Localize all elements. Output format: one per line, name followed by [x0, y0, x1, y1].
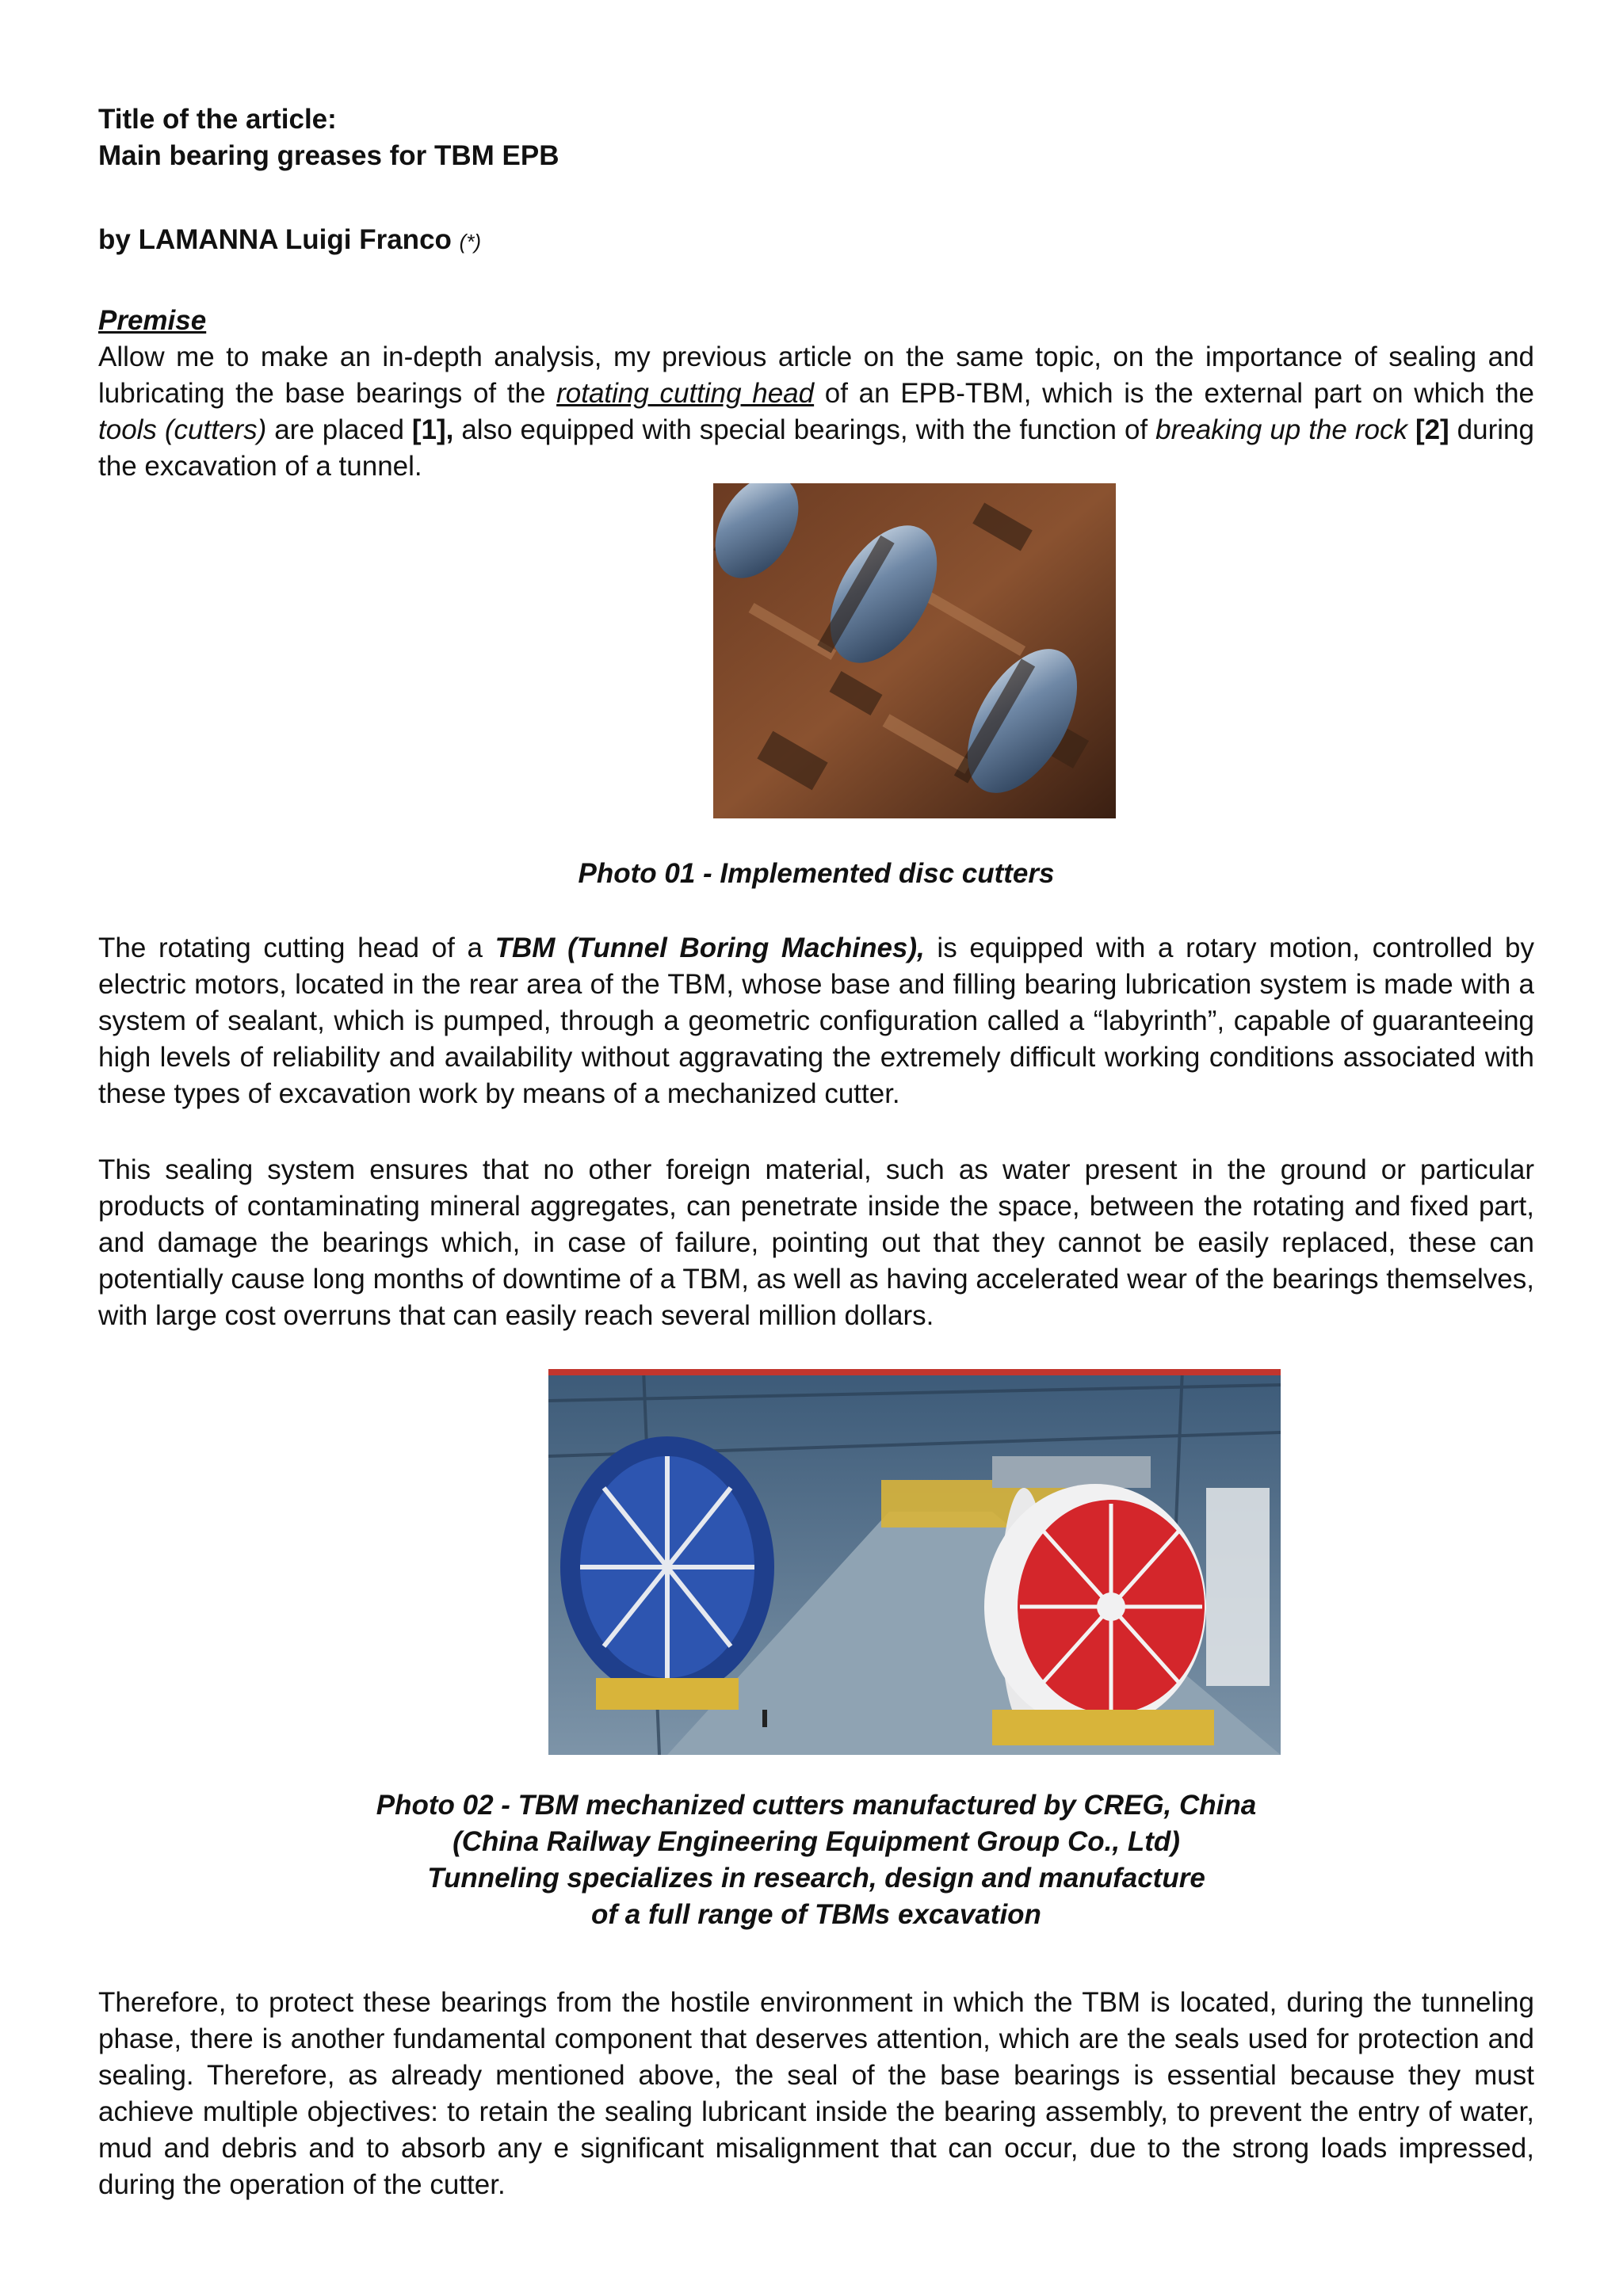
breaking-rock-term: breaking up the rock	[1155, 414, 1407, 445]
premise-heading: Premise	[98, 305, 207, 336]
photo2-caption	[98, 1787, 1534, 1933]
photo1-caption: Photo 01 - Implemented disc cutters	[578, 858, 1055, 889]
text-run	[1407, 414, 1415, 445]
author-note-marker: (*)	[459, 230, 482, 254]
body-paragraph-3: This sealing system ensures that no other foreign material, such as water present in the ground or particular products of contaminating mineral aggregates, can penetrate inside the space, between the rotating and fixed part, and damage the bearings which, in case of failure, pointing out that they cannot be easily replaced, these can potentially cause long months of downtime of a TBM, as well as having accelerated wear of the bearings themselves, with large cost overruns that can easily reach several million dollars.	[98, 1154, 1534, 1331]
text-run: Allow me to make an in-depth analysis, my previous article on the same topic, on the importance of sealing and lubricating the base bearings of the	[98, 341, 1534, 409]
text-run: of an EPB-TBM, which is the external part on which the	[814, 378, 1535, 409]
premise-paragraph	[98, 339, 1534, 485]
text-run: The rotating cutting head of a	[98, 933, 495, 963]
article-title-block	[98, 101, 559, 174]
photo2-caption-line: Tunneling specializes in research, design and manufacture	[427, 1863, 1205, 1894]
reference-1: [1],	[411, 414, 454, 445]
title-label: Title of the article:	[98, 104, 337, 135]
article-title: Main bearing greases for TBM EPB	[98, 140, 559, 171]
photo2-caption-line: Photo 02 - TBM mechanized cutters manufactured by CREG, China	[376, 1790, 1257, 1821]
rotating-cutting-head-link: rotating cutting head	[556, 378, 815, 409]
tools-term: tools (cutters)	[98, 414, 267, 445]
reference-2: [2]	[1415, 414, 1449, 445]
author-name: by LAMANNA Luigi Franco	[98, 224, 452, 255]
photo2-caption-line: (China Railway Engineering Equipment Group Co., Ltd)	[453, 1826, 1180, 1857]
photo-disc-cutters	[713, 483, 1116, 818]
photo-tbm-factory	[548, 1369, 1281, 1755]
text-run: is equipped with a rotary motion, controlled by electric motors, located in the rear area of the TBM, whose base and filling bearing lubrication system is made with a system of sealant, which is pumped, through a geometric configuration called a “labyrinth”, capable of guaranteeing high levels of reliability and availability without aggravating the extremely difficult working conditions associated with these types of excavation work by means of a mechanized cutter.	[98, 933, 1534, 1109]
tbm-term: TBM (Tunnel Boring Machines),	[495, 933, 925, 963]
text-run: during the excavation of a tunnel.	[98, 414, 1534, 482]
body-paragraph-4: Therefore, to protect these bearings from the hostile environment in which the TBM is located, during the tunneling phase, there is another fundamental component that deserves attention, which are the seals used for protection and sealing. Therefore, as already mentioned above, the seal of the base bearings is essential because they must achieve multiple objectives: to retain the sealing lubricant inside the bearing assembly, to prevent the entry of water, mud and debris and to absorb any e significant misalignment that can occur, due to the strong loads impressed, during the operation of the cutter.	[98, 1987, 1534, 2200]
text-run: are placed	[266, 414, 412, 445]
text-run: also equipped with special bearings, with the function of	[453, 414, 1156, 445]
photo2-caption-line: of a full range of TBMs excavation	[591, 1899, 1041, 1930]
author-byline	[98, 222, 481, 260]
body-paragraph-2	[98, 930, 1534, 1112]
